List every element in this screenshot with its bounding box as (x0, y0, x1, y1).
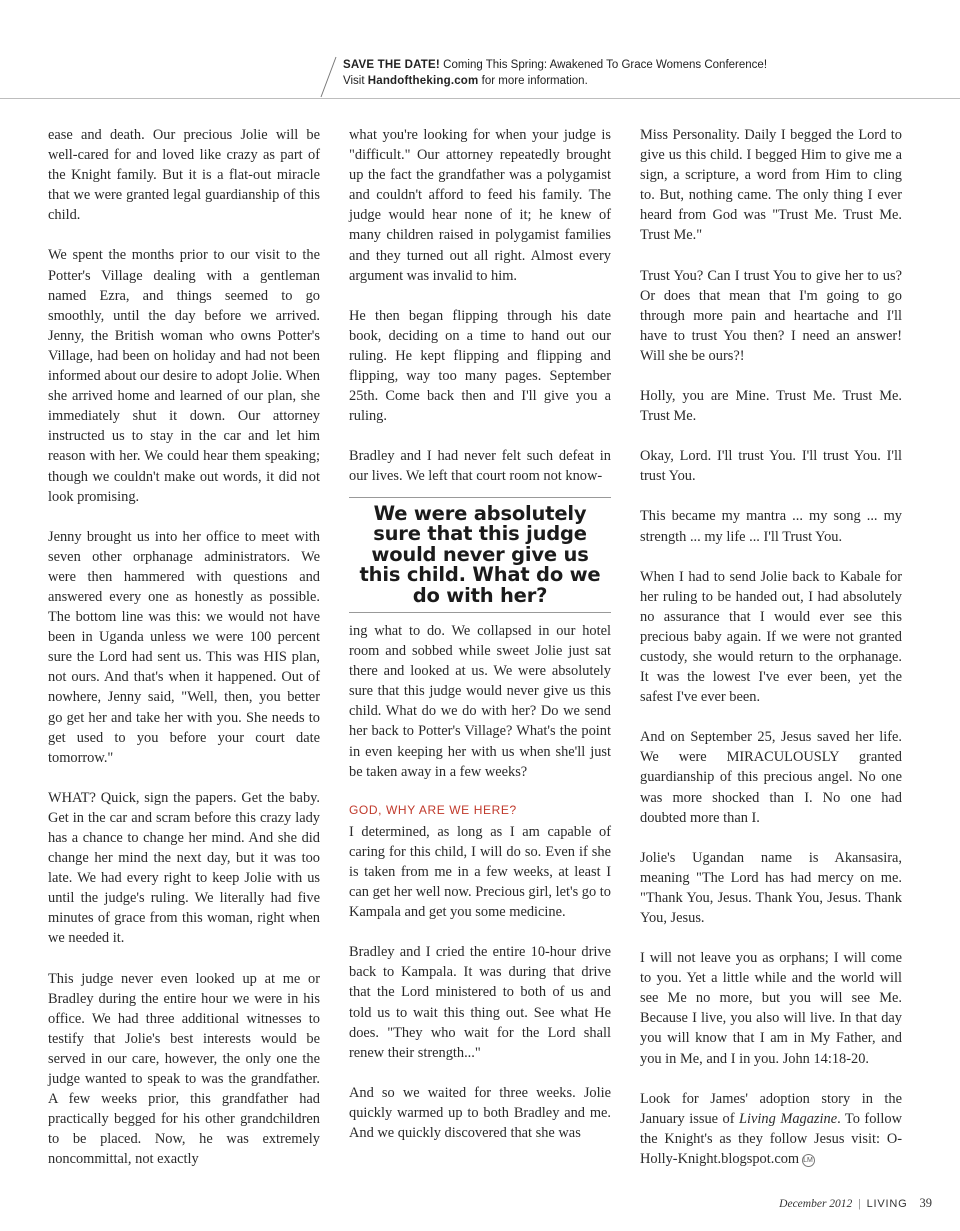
page-footer (779, 1196, 932, 1211)
footer-separator: | (858, 1198, 861, 1210)
paragraph: And on September 25, Jesus saved her life. We were MIRACULOUSLY granted guardianship of this precious angel. No one was more shocked than I. No one had doubted more than I. (640, 729, 902, 826)
banner-text (343, 58, 943, 89)
paragraph: This judge never even looked up at me or Bradley during the entire hour we were in his office. We had three additional witnesses to testify that Jolie's best interests would be served in our care, however, the only one the judge wanted to speak to was the grandfather. A few weeks prior, this grandfather had practically begged for his other grandchildren to be placed. Now, he was extremely noncommittal, not exactly (48, 970, 320, 1168)
paragraph: He then began flipping through his date book, deciding on a time to hand out our ruling. He kept flipping and flipping and flipping, way too many pages. September 25th. Come back then and I'll give you a ruling. (349, 307, 611, 425)
save-the-date-label: SAVE THE DATE! (343, 59, 440, 71)
paragraph: Jenny brought us into her office to meet with seven other orphanage administrators. We were then hammered with questions and answered every one as honestly as possible. The bottom line was this: we would not have been in Uganda unless we were 100 percent sure the Lord had sent us. This was HIS plan, not ours. And that's when it happened. Out of nowhere, Jenny said, "Well, then, you better go get her and take her with you. She needs to get used to you before your court date tomorrow." (48, 528, 320, 766)
paragraph: Okay, Lord. I'll trust You. I'll trust You. I'll trust You. (640, 448, 902, 485)
paragraph: Bradley and I cried the entire 10-hour drive back to Kampala. It was during that drive that the Lord ministered to both of us and told us to wait this thing out. See what He does. "They who wait for the Lord shall renew their strength..." (349, 944, 611, 1061)
section-subhead: GOD, WHY ARE WE HERE? (349, 802, 517, 817)
paragraph: WHAT? Quick, sign the papers. Get the baby. Get in the car and scram before this crazy lady has a chance to change her mind. And she did change her mind the next day, but it was too late. We had every right to keep Jolie with us until the judge's ruling. We literally had five minutes of grace from this woman, right when we needed it. (48, 789, 320, 947)
closing-paragraph: Look for James' adoption story in the January issue of Living Magazine. To follow the Knight's as they follow Jesus visit: O-Holly-Knight.blogspot.com LM (640, 1090, 902, 1167)
magazine-title: Living Magazine (739, 1110, 838, 1127)
event-banner (0, 0, 960, 100)
banner-slash-divider (318, 56, 338, 98)
paragraph: ing what to do. We collapsed in our hotel room and sobbed while sweet Jolie just sat there and looked at us. We were absolutely sure that this judge would never give us this child. What do we do with her? Do we send her back to Potter's Village? What's the point in even keeping her with us when she'll just be taken away in a few weeks? (349, 623, 611, 780)
article-column-3 (640, 125, 902, 1169)
article-column-2 (349, 125, 611, 1143)
paragraph: Bradley and I had never felt such defeat in our lives. We left that court room not know- (349, 448, 611, 485)
paragraph: Holly, you are Mine. Trust Me. Trust Me. Trust Me. (640, 388, 902, 425)
pull-quote (349, 497, 611, 614)
website-link[interactable]: Handoftheking.com (367, 74, 479, 87)
issue-date: December 2012 (779, 1198, 853, 1210)
paragraph: When I had to send Jolie back to Kabale for her ruling to be handed out, I had absolutely no assurance that I would ever see this precious baby again. If we were not granted custody, she would return to the orphanage. It was the lowest I've ever been, yet the safest I've ever been. (640, 568, 902, 706)
paragraph: ease and death. Our precious Jolie will be well-cared for and loved like crazy as part of the Knight family. But it is a flat-out miracle that we were granted legal guardianship of this child. (48, 127, 320, 224)
end-mark-icon: LM (802, 1154, 815, 1167)
paragraph: We spent the months prior to our visit to the Potter's Village dealing with a gentleman named Ezra, and things seemed to go smoothly, until the day before we arrived. Jenny, the British woman who owns Potter's Village, had been on holiday and had not been informed about our desire to adopt Jolie. When she arrived home and learned of our plan, she immediately shut it down. Our attorney instructed us to stay in the car and let him reason with her. We could hear them speaking; though we couldn't make out words, it did not look promising. (48, 247, 320, 505)
paragraph: what you're looking for when your judge is "difficult." Our attorney repeatedly brought up the fact the grandfather was a polygamist and couldn't afford to feed his family. The judge would hear none of it; he knew of many children raised in polygamist families and they turned out all right. Almost every argument was invalid to him. (349, 127, 611, 284)
banner-rule (0, 98, 960, 99)
paragraph: Miss Personality. Daily I begged the Lord to give us this child. I begged Him to give me a sign, a scripture, a word from Him to cling to. But, nothing came. The only thing I ever heard from God was "Trust Me. Trust Me. Trust Me." (640, 127, 902, 244)
paragraph: Trust You? Can I trust You to give her to us? Or does that mean that I'm going to go through more pain and heartache and I'll have to trust You then? I need an answer! Will she be ours?! (640, 267, 902, 364)
paragraph: This became my mantra ... my song ... my strength ... my life ... I'll Trust You. (640, 508, 902, 545)
scripture-paragraph: I will not leave you as orphans; I will come to you. Yet a little while and the world will see Me no more, but you will see Me. Because I live, you also will live. In that day you will know that I am in My Father, and you in Me, and I in you. John 14:18-20. (640, 950, 902, 1067)
banner-line-1: SAVE THE DATE! Coming This Spring: Awakened To Grace Womens Conference! (343, 59, 768, 71)
magazine-name: LIVING (866, 1198, 908, 1210)
banner-line-2: Visit Handoftheking.com for more information. (343, 74, 588, 87)
paragraph: Jolie's Ugandan name is Akansasira, meaning "The Lord has had mercy on me. "Thank You, Jesus. Thank You, Jesus. Thank You, Jesus. (640, 849, 902, 926)
paragraph: I determined, as long as I am capable of caring for this child, I will do so. Even if she is taken from me in a few weeks, at least I can get her well now. Precious girl, let's go to Kampala and get you some medicine. (349, 823, 611, 921)
paragraph: And so we waited for three weeks. Jolie quickly warmed up to both Bradley and me. And we quickly discovered that she was (349, 1084, 611, 1141)
article-column-1 (48, 125, 320, 1170)
pull-quote-text: We were absolutely sure that this judge would never give us this child. What do we do with her? (359, 501, 601, 607)
page-number: 39 (919, 1196, 932, 1210)
